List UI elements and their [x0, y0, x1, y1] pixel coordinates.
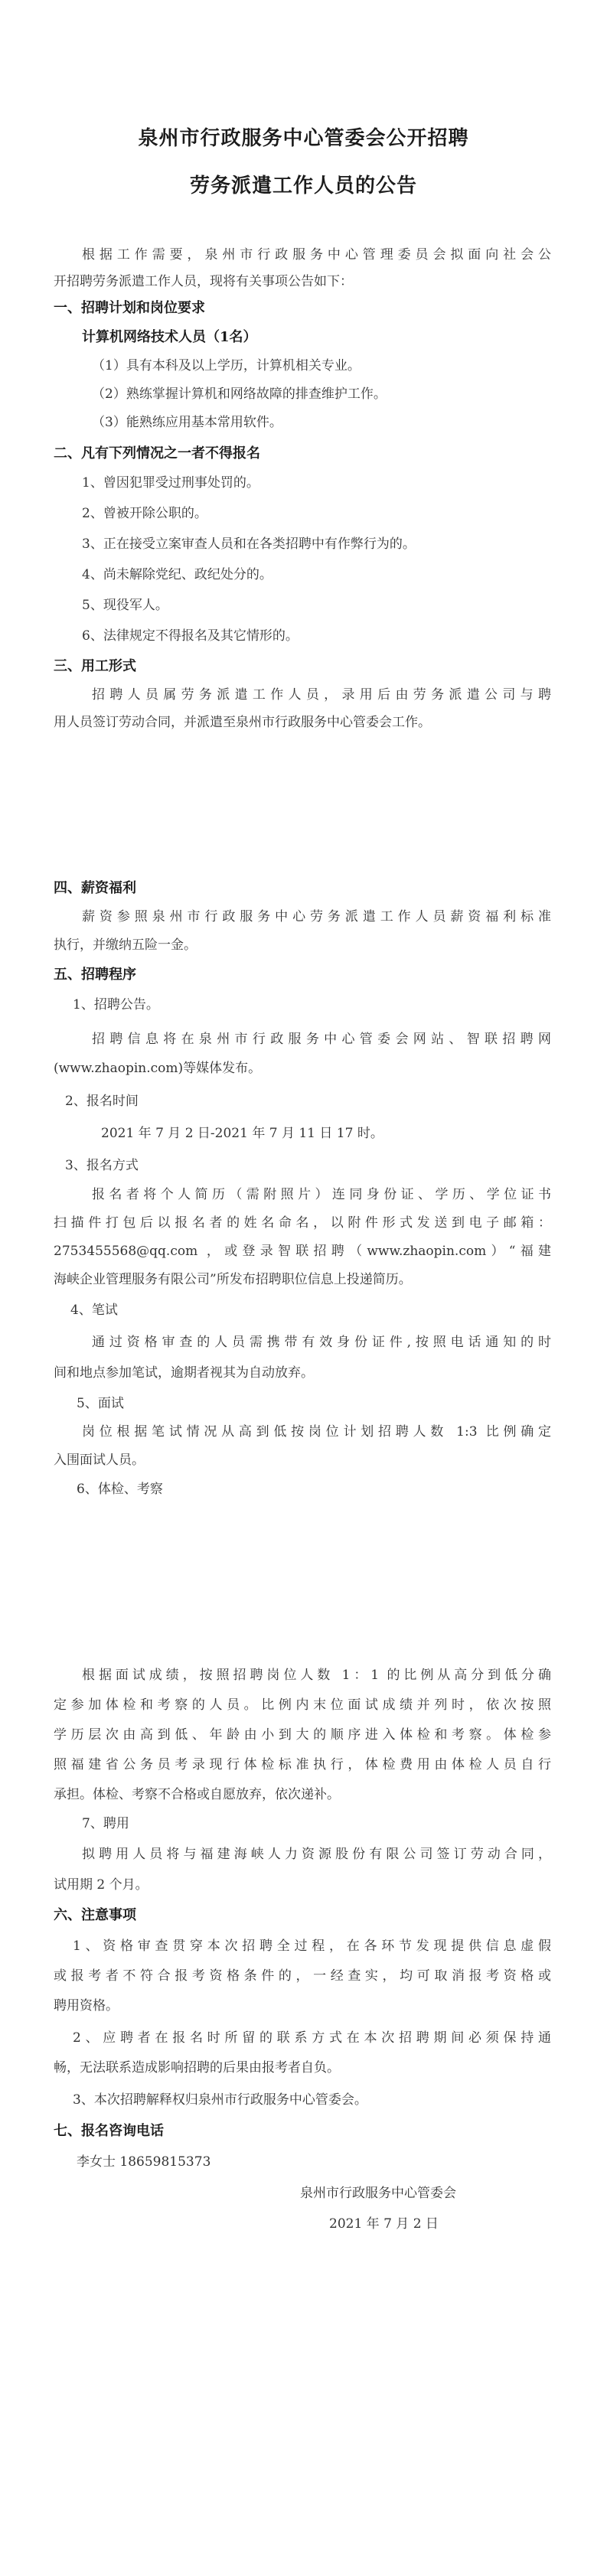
- signature-date: 2021 年 7 月 2 日: [329, 2216, 439, 2232]
- step6-line1: 根据面试成绩，按照招聘岗位人数 1：1 的比例从高分到低分确: [82, 1668, 551, 1683]
- step7-label: 7、聘用: [82, 1816, 129, 1831]
- note3-line1: 3、本次招聘解释权归泉州市行政服务中心管委会。: [73, 2092, 367, 2108]
- section6-heading: 六、注意事项: [54, 1907, 136, 1923]
- section4-heading: 四、薪资福利: [54, 880, 136, 896]
- section2-item: 2、曾被开除公职的。: [82, 506, 207, 521]
- step7-line1: 拟聘用人员将与福建海峡人力资源股份有限公司签订劳动合同，: [82, 1847, 551, 1862]
- step5-line1: 岗位根据笔试情况从高到低按岗位计划招聘人数 1:3 比例确定: [82, 1424, 551, 1440]
- section5-heading: 五、招聘程序: [54, 967, 136, 983]
- section4-line2: 执行，并缴纳五险一金。: [54, 937, 197, 953]
- step1-label: 1、招聘公告。: [73, 997, 159, 1012]
- step3-line2: 扫描件打包后以报名者的姓名命名，以附件形式发送到电子邮箱：: [54, 1215, 551, 1231]
- step6-line4: 照福建省公务员考录现行体检标准执行，体检费用由体检人员自行: [54, 1757, 551, 1772]
- section3-heading: 三、用工形式: [54, 658, 136, 674]
- note1-line2: 或报考者不符合报考资格条件的，一经查实，均可取消报考资格或: [54, 1968, 551, 1984]
- section2-heading: 二、凡有下列情况之一者不得报名: [54, 445, 260, 461]
- section1-heading: 一、招聘计划和岗位要求: [54, 300, 205, 316]
- step7-line2: 试用期 2 个月。: [54, 1877, 148, 1893]
- step4-line2: 间和地点参加笔试，逾期者视其为自动放弃。: [54, 1365, 314, 1381]
- section2-item: 4、尚未解除党纪、政纪处分的。: [82, 567, 272, 582]
- step2-line1: 2021 年 7 月 2 日-2021 年 7 月 11 日 17 时。: [101, 1126, 383, 1141]
- step6-line5: 承担。体检、考察不合格或自愿放弃，依次递补。: [54, 1787, 340, 1802]
- note2-line2: 畅，无法联系造成影响招聘的后果由报考者自负。: [54, 2060, 340, 2075]
- contact-info: 李女士 18659815373: [77, 2154, 211, 2170]
- section4-line1: 薪资参照泉州市行政服务中心劳务派遣工作人员薪资福利标准: [82, 909, 551, 924]
- section1-position: 计算机网络技术人员（1名）: [82, 329, 257, 345]
- step1-line2: (www.zhaopin.com)等媒体发布。: [54, 1061, 262, 1076]
- page-title-line2: 劳务派遣工作人员的公告: [189, 174, 417, 197]
- intro-line2: 开招聘劳务派遣工作人员，现将有关事项公告如下：: [54, 274, 353, 289]
- section1-item: （3）能熟练应用基本常用软件。: [92, 415, 282, 430]
- step6-label: 6、体检、考察: [77, 1482, 163, 1497]
- note1-line1: 1、资格审查贯穿本次招聘全过程，在各环节发现提供信息虚假: [73, 1939, 551, 1954]
- step4-label: 4、笔试: [70, 1303, 118, 1318]
- step3-line3: 2753455568@qq.com ，或登录智联招聘（www.zhaopin.com）“福建: [54, 1244, 551, 1259]
- section3-line1: 招聘人员属劳务派遣工作人员，录用后由劳务派遣公司与聘: [92, 687, 551, 703]
- step5-label: 5、面试: [77, 1396, 124, 1411]
- section1-item: （1）具有本科及以上学历，计算机相关专业。: [92, 358, 361, 373]
- step1-line1: 招聘信息将在泉州市行政服务中心管委会网站、智联招聘网: [92, 1032, 551, 1047]
- section2-item: 5、现役军人。: [82, 598, 168, 613]
- note1-line3: 聘用资格。: [54, 1998, 119, 2014]
- step3-label: 3、报名方式: [65, 1158, 139, 1173]
- intro-line1: 根据工作需要，泉州市行政服务中心管理委员会拟面向社会公: [82, 247, 551, 262]
- section3-line2: 用人员签订劳动合同，并派遣至泉州市行政服务中心管委会工作。: [54, 715, 431, 730]
- page-title-line1: 泉州市行政服务中心管委会公开招聘: [138, 127, 469, 150]
- section7-heading: 七、报名咨询电话: [54, 2123, 164, 2139]
- section2-item: 1、曾因犯罪受过刑事处罚的。: [82, 475, 259, 491]
- step6-line3: 学历层次由高到低、年龄由小到大的顺序进入体检和考察。体检参: [54, 1727, 551, 1743]
- section2-item: 6、法律规定不得报名及其它情形的。: [82, 628, 299, 644]
- step3-line1: 报名者将个人简历（需附照片）连同身份证、学历、学位证书: [92, 1187, 551, 1202]
- section1-item: （2）熟练掌握计算机和网络故障的排查维护工作。: [92, 386, 387, 402]
- step5-line2: 入围面试人员。: [54, 1453, 145, 1468]
- step2-label: 2、报名时间: [65, 1094, 139, 1109]
- signature-org: 泉州市行政服务中心管委会: [300, 2186, 456, 2201]
- step3-line4: 海峡企业管理服务有限公司”所发布招聘职位信息上投递简历。: [54, 1272, 412, 1287]
- step6-line2: 定参加体检和考察的人员。比例内末位面试成绩并列时，依次按照: [54, 1697, 551, 1713]
- section2-item: 3、正在接受立案审查人员和在各类招聘中有作弊行为的。: [82, 536, 416, 552]
- note2-line1: 2、应聘者在报名时所留的联系方式在本次招聘期间必须保持通: [73, 2030, 551, 2046]
- step4-line1: 通过资格审查的人员需携带有效身份证件,按照电话通知的时: [92, 1335, 551, 1350]
